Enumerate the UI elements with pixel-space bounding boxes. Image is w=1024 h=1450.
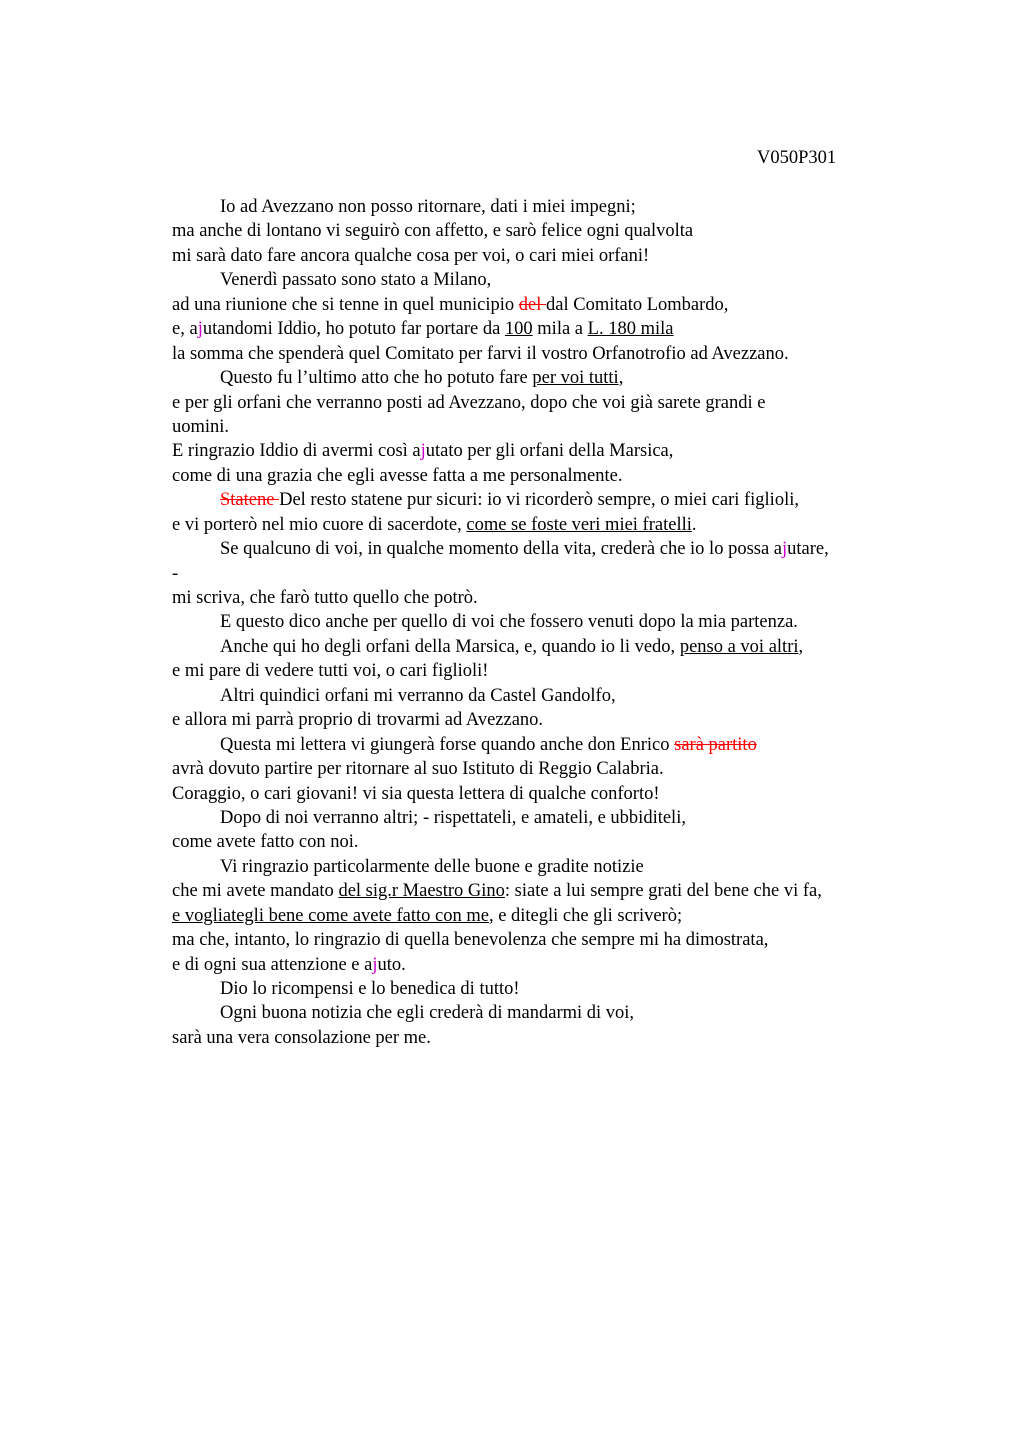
text-line bbox=[172, 562, 992, 586]
text-segment: E questo dico anche per quello di voi che fossero venuti dopo la mia partenza. bbox=[220, 612, 798, 633]
text-segment: Anche qui ho degli orfani della Marsica, e, quando io li vedo, bbox=[220, 636, 680, 657]
text-line bbox=[172, 904, 992, 928]
inserted-letter: j bbox=[372, 954, 378, 975]
text-segment: ma anche di lontano vi seguirò con affetto, e sarò felice ogni qualvolta bbox=[172, 221, 694, 242]
text-line bbox=[172, 806, 992, 830]
text-line bbox=[172, 635, 992, 659]
text-segment: Questo fu l’ultimo atto che ho potuto fare bbox=[220, 368, 533, 389]
text-line bbox=[172, 268, 992, 292]
text-line bbox=[172, 244, 992, 268]
text-line bbox=[172, 610, 992, 634]
text-segment: Venerdì passato sono stato a Milano, bbox=[220, 270, 492, 291]
document-id: V050P301 bbox=[757, 148, 837, 168]
underlined-text: penso a voi altri bbox=[679, 636, 799, 657]
text-line bbox=[172, 415, 992, 439]
inserted-letter: j bbox=[782, 539, 788, 560]
text-line bbox=[172, 293, 992, 317]
text-segment: , e ditegli che gli scriverò; bbox=[488, 905, 683, 926]
deleted-text: del bbox=[518, 294, 547, 315]
text-line bbox=[172, 782, 992, 806]
text-line bbox=[172, 684, 992, 708]
text-line bbox=[172, 317, 992, 341]
text-segment: Io ad Avezzano non posso ritornare, dati i miei impegni; bbox=[220, 197, 636, 217]
text-segment: e allora mi parrà proprio di trovarmi ad Avezzano. bbox=[172, 710, 544, 731]
underlined-text: L. 180 mila bbox=[587, 319, 674, 340]
text-segment: Dio lo ricompensi e lo benedica di tutto! bbox=[220, 979, 520, 999]
text-segment: sarà una vera consolazione per me. bbox=[172, 1027, 431, 1048]
text-segment: ad una riunione che si tenne in quel municipio bbox=[172, 294, 519, 315]
text-line bbox=[172, 708, 992, 732]
underlined-text: come se foste veri miei fratelli bbox=[466, 514, 692, 535]
text-line bbox=[172, 586, 992, 610]
text-segment: mi scriva, che farò tutto quello che potrò. bbox=[172, 588, 478, 608]
text-segment: ma che, intanto, lo ringrazio di quella benevolenza che sempre mi ha dimostrata, bbox=[172, 930, 769, 951]
text-line bbox=[172, 1001, 992, 1025]
text-line bbox=[172, 953, 992, 977]
text-line bbox=[172, 757, 992, 781]
text-line bbox=[172, 1026, 992, 1050]
text-line bbox=[172, 879, 992, 903]
underlined-text: del sig.r Maestro Gino bbox=[338, 881, 505, 902]
text-segment: Del resto statene pur sicuri: io vi ricorderò sempre, o miei cari figlioli, bbox=[279, 490, 799, 511]
text-segment: e mi pare di vedere tutti voi, o cari figlioli! bbox=[172, 661, 489, 682]
text-segment: Ogni buona notizia che egli crederà di mandarmi di voi, bbox=[220, 1003, 635, 1024]
text-segment: Altri quindici orfani mi verranno da Castel Gandolfo, bbox=[220, 685, 616, 706]
text-segment: e, a bbox=[172, 319, 198, 340]
text-line bbox=[172, 391, 992, 415]
text-line bbox=[172, 659, 992, 683]
text-segment: Se qualcuno di voi, in qualche momento della vita, crederà che io lo possa a bbox=[220, 539, 783, 560]
text-segment: , bbox=[798, 636, 804, 657]
text-segment: e di ogni sua attenzione e a bbox=[172, 954, 373, 975]
text-line bbox=[172, 195, 992, 219]
text-segment: , bbox=[618, 368, 624, 389]
text-segment: : siate a lui sempre grati del bene che vi fa, bbox=[504, 881, 822, 902]
underlined-text: e vogliategli bene come avete fatto con me bbox=[172, 905, 489, 926]
text-line bbox=[172, 219, 992, 243]
text-segment: utandomi Iddio, ho potuto far portare da bbox=[202, 319, 505, 340]
text-segment: avrà dovuto partire per ritornare al suo Istituto di Reggio Calabria. bbox=[172, 759, 664, 780]
text-line bbox=[172, 733, 992, 757]
text-segment: la somma che spenderà quel Comitato per farvi il vostro Orfanotrofio ad Avezzano. bbox=[172, 343, 789, 364]
text-segment: . bbox=[691, 514, 697, 535]
text-segment: utato per gli orfani della Marsica, bbox=[425, 441, 674, 462]
text-segment: mi sarà dato fare ancora qualche cosa per voi, o cari miei orfani! bbox=[172, 245, 650, 266]
inserted-letter: j bbox=[420, 441, 426, 462]
text-segment: uto. bbox=[377, 954, 406, 975]
text-line bbox=[172, 464, 992, 488]
text-segment: e vi porterò nel mio cuore di sacerdote, bbox=[172, 514, 467, 535]
text-segment: uomini. bbox=[172, 416, 230, 437]
inserted-letter: j bbox=[197, 319, 203, 340]
text-segment: Questa mi lettera vi giungerà forse quando anche don Enrico bbox=[220, 734, 675, 755]
text-segment: Vi ringrazio particolarmente delle buone e gradite notizie bbox=[220, 856, 644, 877]
text-line bbox=[172, 439, 992, 463]
text-segment: come avete fatto con noi. bbox=[172, 832, 359, 853]
deleted-text: Statene bbox=[220, 490, 280, 511]
underlined-text: 100 bbox=[504, 319, 533, 340]
text-line bbox=[172, 366, 992, 390]
text-line bbox=[172, 977, 992, 1001]
text-line bbox=[172, 928, 992, 952]
text-segment: dal Comitato Lombardo, bbox=[546, 294, 729, 315]
text-segment: Dopo di noi verranno altri; - rispettateli, e amateli, e ubbiditeli, bbox=[220, 807, 686, 828]
text-segment: Coraggio, o cari giovani! vi sia questa lettera di qualche conforto! bbox=[172, 783, 660, 804]
text-line bbox=[172, 537, 992, 561]
text-segment: e per gli orfani che verranno posti ad Avezzano, dopo che voi già sarete grandi e bbox=[172, 392, 766, 413]
text-line bbox=[172, 855, 992, 879]
underlined-text: per voi tutti bbox=[532, 368, 619, 389]
text-segment: come di una grazia che egli avesse fatta a me personalmente. bbox=[172, 465, 623, 486]
text-segment: - bbox=[172, 563, 179, 584]
text-line bbox=[172, 342, 992, 366]
text-segment: che mi avete mandato bbox=[172, 881, 339, 902]
text-segment: E ringrazio Iddio di avermi così a bbox=[172, 441, 421, 462]
text-line bbox=[172, 488, 992, 512]
deleted-text: sarà partito bbox=[674, 734, 757, 755]
text-segment: mila a bbox=[532, 319, 588, 340]
text-line bbox=[172, 513, 992, 537]
text-segment: utare, bbox=[787, 539, 829, 560]
letter-body bbox=[172, 195, 992, 1050]
text-line bbox=[172, 830, 992, 854]
